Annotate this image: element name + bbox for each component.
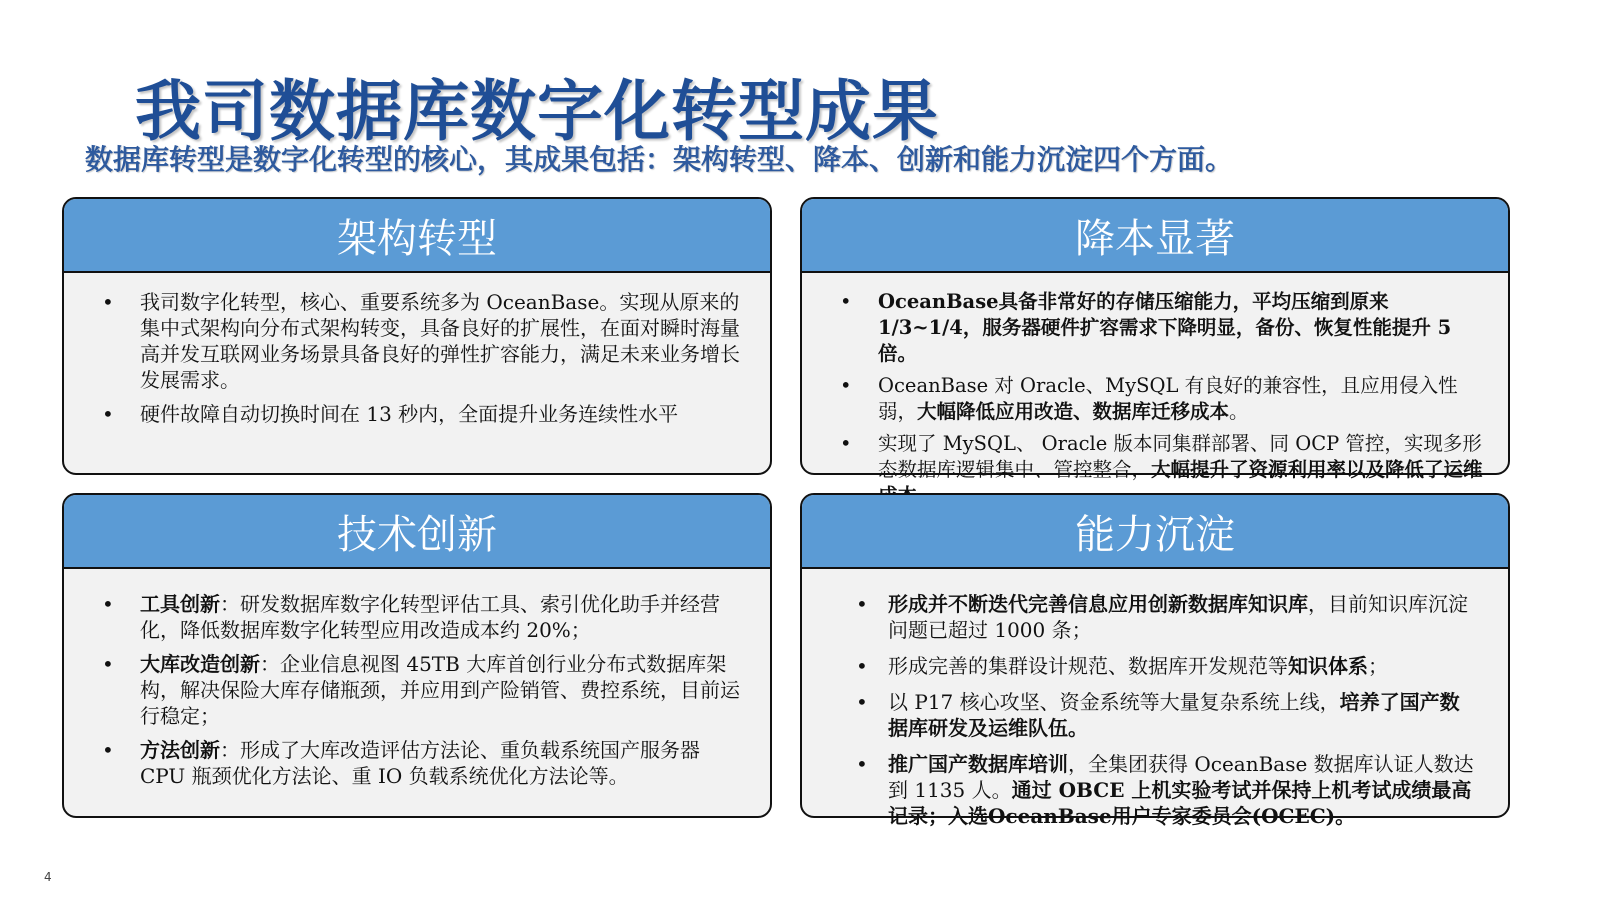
item-text: 以 P17 核心攻坚、资金系统等大量复杂系统上线， xyxy=(888,690,1340,714)
item-text: 硬件故障自动切换时间在 13 秒内，全面提升业务连续性水平 xyxy=(140,402,679,426)
bullet-icon: • xyxy=(856,654,868,678)
panel-heading: 技术创新 xyxy=(64,495,770,569)
bullet-icon: • xyxy=(856,752,868,776)
list-item xyxy=(848,751,1478,829)
item-emphasis: 工具创新 xyxy=(140,592,220,616)
item-text: OceanBase具备非常好的存储压缩能力，平均压缩到原来1/3~1/4，服务器硬件扩容需求下降明显，备份、恢复性能提升 5 倍。 xyxy=(878,290,1452,365)
page-title: 我司数据库数字化转型成果 xyxy=(135,73,939,150)
panel-heading: 能力沉淀 xyxy=(802,495,1508,569)
item-text: 我司数字化转型，核心、重要系统多为 OceanBase。实现从原来的集中式架构向分布式架构转变，具备良好的扩展性，在面对瞬时海量高并发互联网业务场景具备良好的弹性扩容能力，满足未来业务增长发展需求。 xyxy=(140,290,740,392)
panel-capability-accumulation xyxy=(800,493,1510,828)
item-emphasis: 推广国产数据库培训 xyxy=(888,752,1068,776)
page-number: 4 xyxy=(44,870,52,884)
item-text-tail: 。 xyxy=(1229,400,1249,423)
panel-technical-innovation xyxy=(62,493,772,818)
item-text-tail: ； xyxy=(1368,654,1388,678)
panel-cost-reduction xyxy=(800,197,1510,481)
list-item xyxy=(848,591,1478,643)
item-text-tail: ：研发数据库数字化转型评估工具、索引优化助手并经营化，降低数据库数字化转型应用改造成本约 20%； xyxy=(140,592,720,642)
list-item xyxy=(94,401,746,427)
bullet-icon: • xyxy=(102,290,114,314)
item-text: 形成完善的集群设计规范、数据库开发规范等 xyxy=(888,654,1288,678)
bullet-icon: • xyxy=(102,592,114,616)
list-item xyxy=(94,289,746,393)
item-emphasis: 方法创新 xyxy=(140,738,220,762)
panel-architecture-transformation xyxy=(62,197,772,475)
item-text-tail: ：企业信息视图 45TB 大库首创行业分布式数据库架构，解决保险大库存储瓶颈，并应用到产险销管、费控系统，目前运行稳定； xyxy=(140,652,740,728)
bullet-icon: • xyxy=(856,592,868,616)
bullet-icon: • xyxy=(856,690,868,714)
item-emphasis: 大库改造创新 xyxy=(140,652,260,676)
bullet-icon: • xyxy=(102,402,114,426)
bullet-icon: • xyxy=(840,374,852,397)
list-item xyxy=(94,737,746,789)
bullet-icon: • xyxy=(102,738,114,762)
list-item xyxy=(832,289,1484,367)
panel-heading: 降本显著 xyxy=(802,199,1508,273)
list-item xyxy=(832,373,1484,425)
item-text-tail: ，目前知识库沉淀问题已超过 1000 条； xyxy=(888,592,1468,642)
list-item xyxy=(848,653,1478,679)
panel-heading: 架构转型 xyxy=(64,199,770,273)
item-emphasis: 形成并不断迭代完善信息应用创新数据库知识库 xyxy=(888,592,1308,616)
item-emphasis: 培养了国产数据库研发及运维队伍。 xyxy=(888,690,1460,740)
list-item xyxy=(848,689,1478,741)
bullet-icon: • xyxy=(840,290,852,313)
item-text-tail: ：形成了大库改造评估方法论、重负载系统国产服务器 CPU 瓶颈优化方法论、重 IO 负载系统优化方法论等。 xyxy=(140,738,700,788)
page-subtitle: 数据库转型是数字化转型的核心，其成果包括：架构转型、降本、创新和能力沉淀四个方面。 xyxy=(85,143,1234,176)
list-item xyxy=(94,651,746,729)
item-text-tail: ，全集团获得 OceanBase 数据库认证人数达到 1135 人。 xyxy=(888,752,1474,802)
item-emphasis-2: 通过 OBCE 上机实验考试并保持上机考试成绩最高记录；入选OceanBase用户专家委员会(OCEC)。 xyxy=(888,778,1472,828)
item-emphasis: 大幅降低应用改造、数据库迁移成本 xyxy=(917,400,1230,423)
list-item xyxy=(94,591,746,643)
item-emphasis: 知识体系 xyxy=(1288,654,1368,678)
item-emphasis: 大幅提升了资源利用率以及降低了运维 xyxy=(1151,458,1483,481)
bullet-icon: • xyxy=(102,652,114,676)
bullet-icon: • xyxy=(840,432,852,455)
item-text: 实现了 MySQL、 Oracle 版本同集群部署、同 OCP 管控，实现多形态数据库逻辑集中、管控整合， xyxy=(878,432,1482,481)
item-text: OceanBase 对 Oracle、MySQL 有良好的兼容性，且应用侵入性弱， xyxy=(878,374,1458,423)
